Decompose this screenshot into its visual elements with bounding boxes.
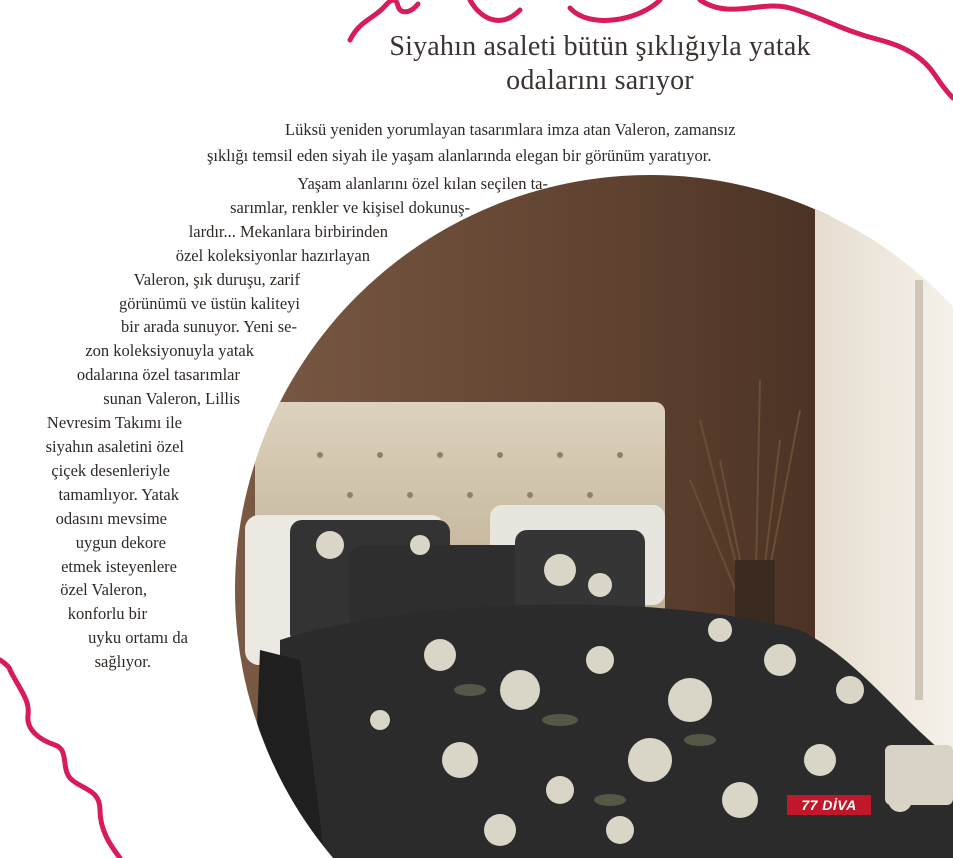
body-line: uygun dekore: [75, 532, 166, 552]
title-line-1: Siyahın asaleti bütün şıklığıyla yatak: [389, 31, 811, 62]
body-line: tamamlıyor. Yatak: [58, 484, 179, 504]
body-line: Nevresim Takımı ile: [46, 413, 182, 433]
body-line: uyku ortamı da: [88, 628, 188, 648]
body-line: Yaşam alanlarını özel kılan seçilen ta-: [297, 174, 548, 193]
photo-window-frame: [915, 280, 923, 700]
article-title: [300, 30, 900, 98]
body-line: sunan Valeron, Lillis: [103, 389, 240, 409]
body-line: özel koleksiyonlar hazırlayan: [175, 245, 370, 265]
body-line: zon koleksiyonuyla yatak: [85, 341, 254, 361]
body-line: konforlu bir: [67, 604, 147, 624]
title-line-2: odalarını sarıyor: [506, 65, 694, 96]
body-line: odasını mevsime: [55, 508, 167, 528]
lead-line-1: Lüksü yeniden yorumlayan tasarımlara imza atan Valeron, zamansız: [285, 120, 736, 139]
lead-line-2: şıklığı temsil eden siyah ile yaşam alanlarında elegan bir görünüm yaratıyor.: [207, 146, 712, 165]
page-number-badge: 77 DİVA: [787, 795, 871, 815]
body-line: lardır... Mekanlara birbirinden: [188, 221, 388, 241]
body-line: çiçek desenleriyle: [51, 460, 170, 480]
body-line: sağlıyor.: [94, 652, 151, 672]
body-line: sarımlar, renkler ve kişisel dokunuş-: [230, 197, 470, 217]
body-line: siyahın asaletini özel: [45, 436, 184, 456]
body-line: odalarına özel tasarımlar: [76, 365, 240, 385]
body-line: bir arada sunuyor. Yeni se-: [121, 317, 297, 337]
body-column: [0, 172, 548, 674]
body-line: görünümü ve üstün kaliteyi: [118, 293, 300, 313]
body-line: özel Valeron,: [60, 580, 147, 600]
body-line: etmek isteyenlere: [61, 556, 177, 576]
side-table: [885, 745, 953, 805]
body-line: Valeron, şık duruşu, zarif: [133, 269, 300, 289]
